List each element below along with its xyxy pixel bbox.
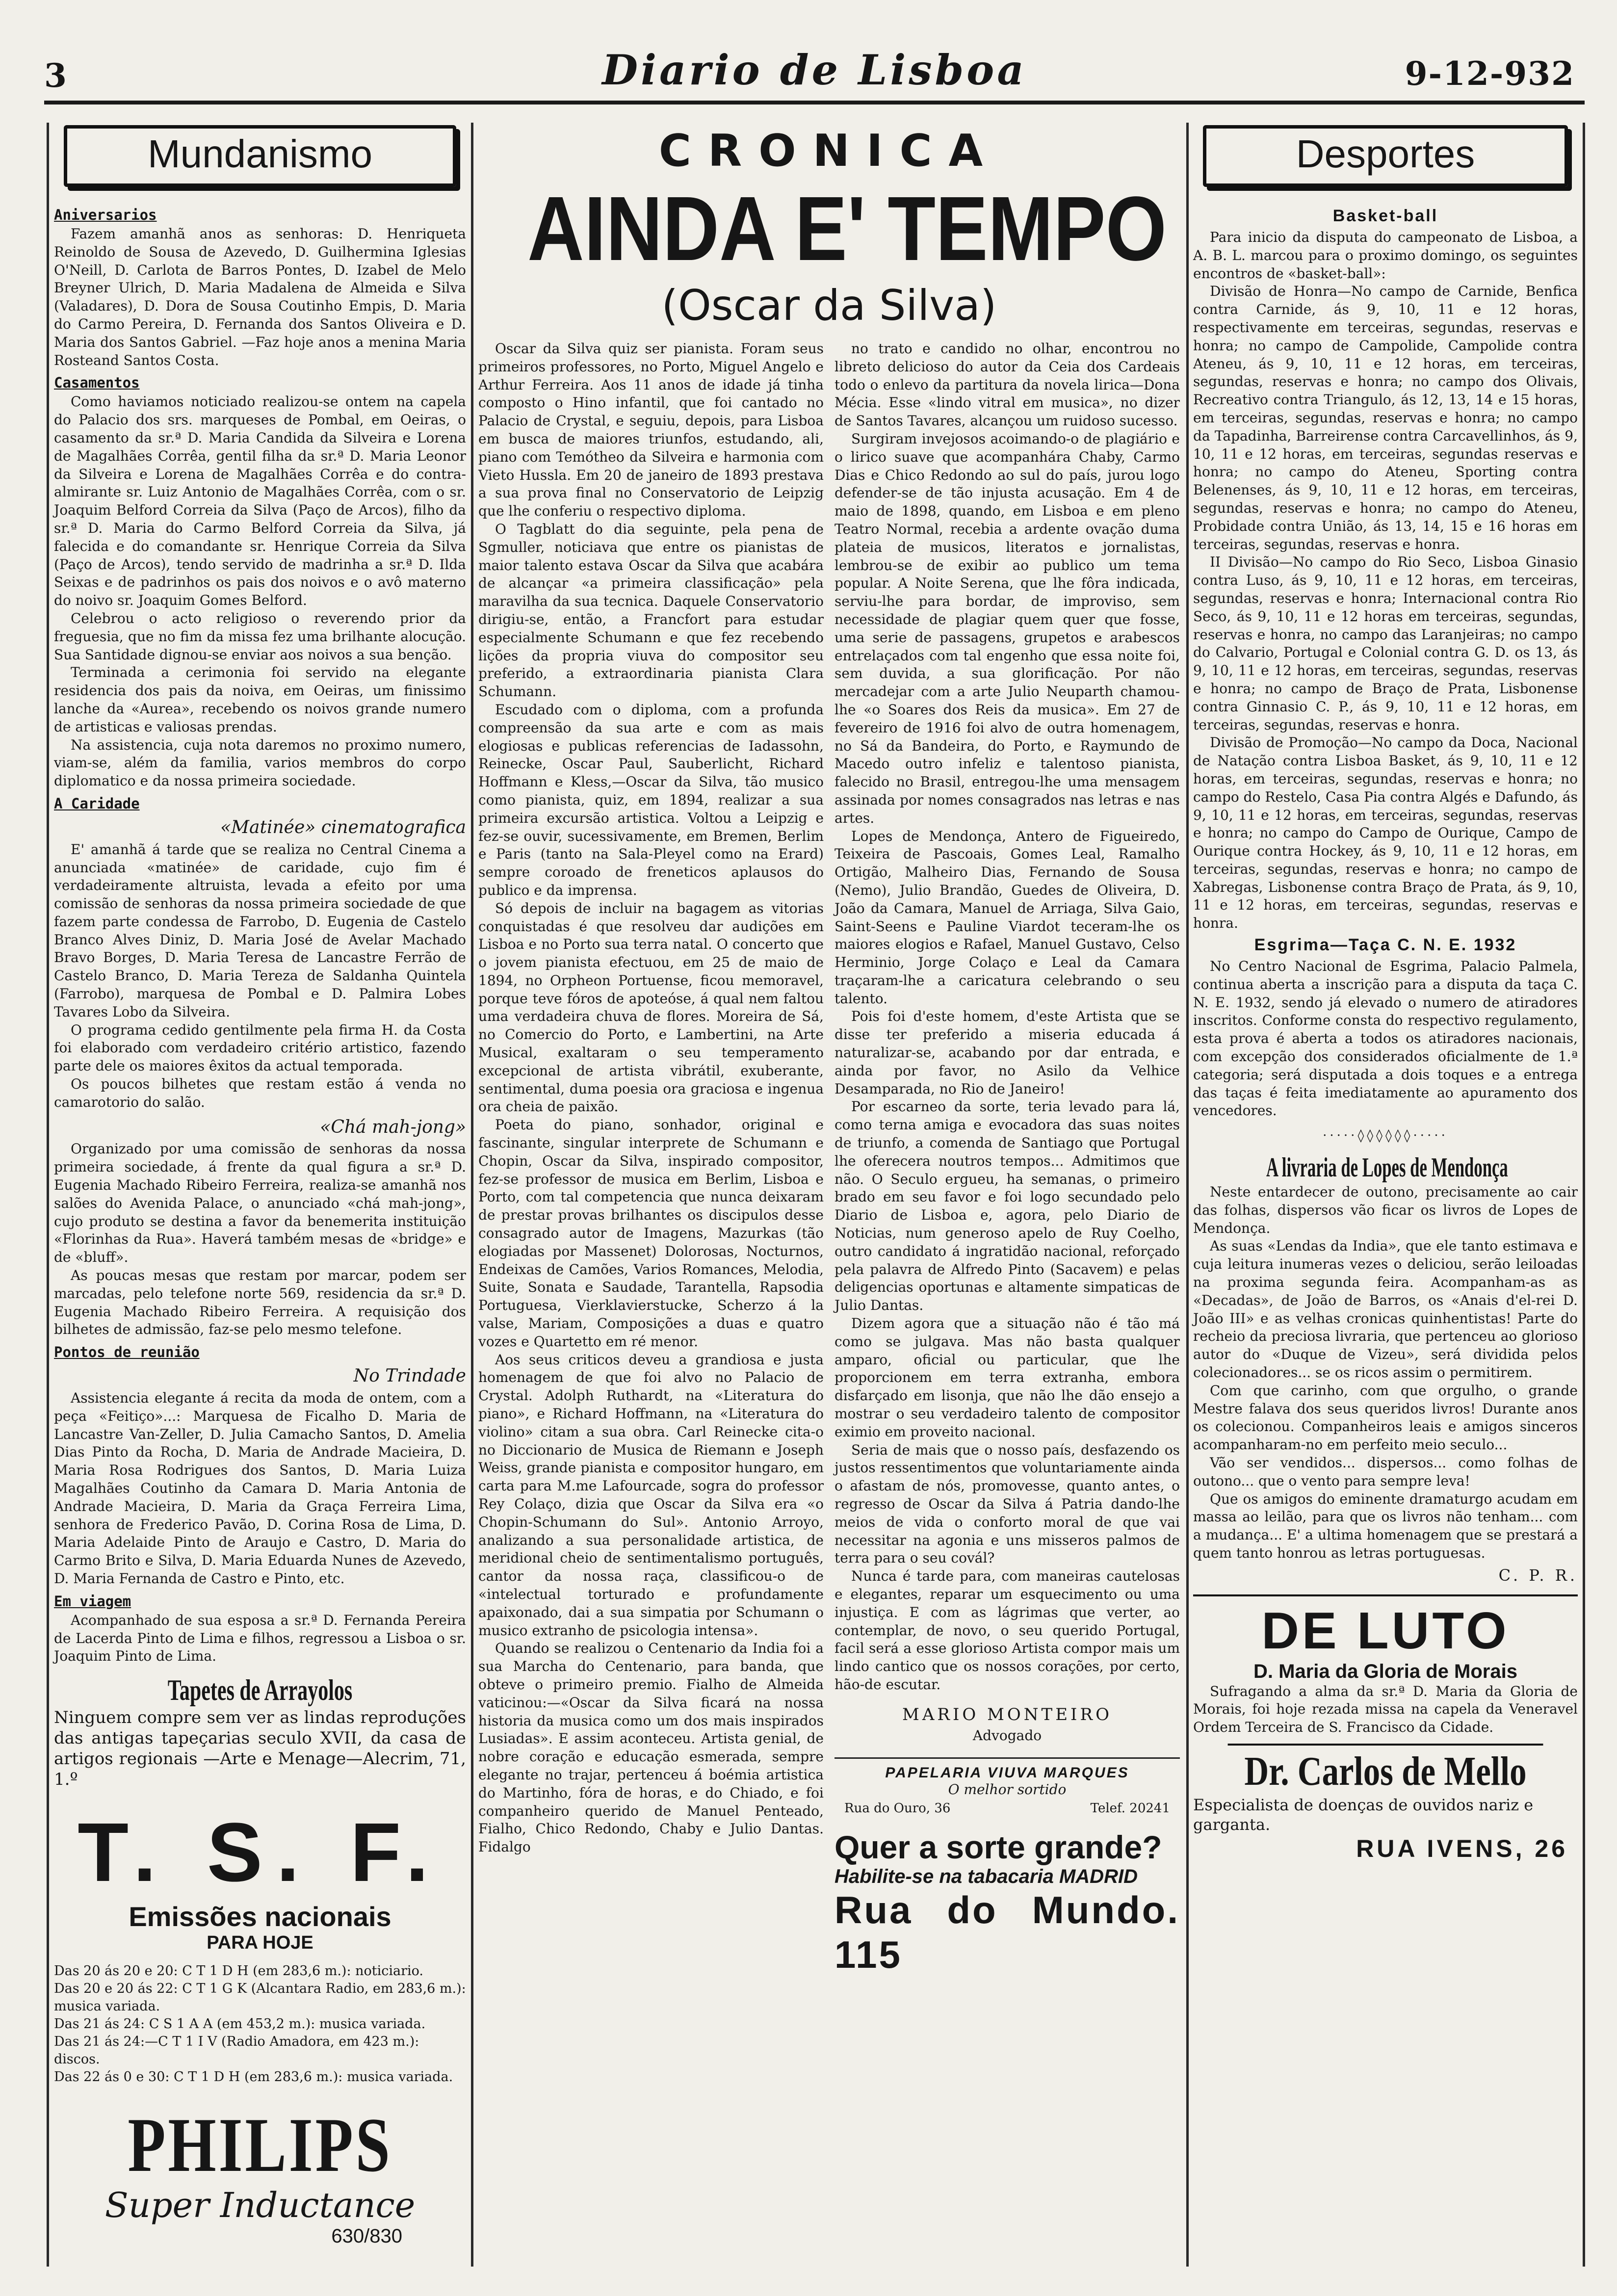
paragraph: Vão ser vendidos... dispersos... como folhas de outono... que o vento para sempre leva! [1193, 1455, 1578, 1489]
tsf-line: Das 20 ás 20 e 20: C T 1 D H (em 283,6 m.): noticiario. [54, 1963, 424, 1979]
paragraph: Acompanhado de sua esposa a sr.ª D. Fernanda Pereira de Lacerda Pinto de Lima e filhos, regressou a Lisboa o sr. Joaquim Pinto de Lima. [54, 1612, 466, 1665]
article-column-a [478, 340, 824, 1977]
section-title-desportes: Desportes [1203, 125, 1568, 187]
ad-lottery-sub: Habilite-se na tabacaria MADRID [835, 1866, 1138, 1888]
paragraph: Lopes de Mendonça, Antero de Figueiredo, Teixeira de Pascoais, Gomes Leal, Ramalho Ortigão, Malheiro Dias, Fernando de Sousa (Nemo), Julio Brandão, Guedes de Oliveira, D. João da Camara, Manuel de Arriaga, Silva Gaio, Saint-Seens e Pauline Viardot teceram-lhe os maiores elogios e Rafael, Manuel Gustavo, Celso Herminio, Jorge Colaço e Leal da Camara traçaram-lhe a caricatura celebrando o seu talento. [835, 828, 1180, 1007]
philips-logo: PHILIPS [128, 2102, 392, 2189]
masthead [44, 27, 1585, 104]
author-initials: C. P. R. [1498, 1565, 1578, 1585]
paragraph: Fazem amanhã anos as senhoras: D. Henriqueta Reinoldo de Sousa de Azevedo, D. Guilhermina Iglesias O'Neill, D. Carlota de Barros Pontes, D. Izabel de Melo Breyner Ulrich, D. Maria Madalena de Almeida e Silva (Valadares), D. Dora de Sousa Coutinho Empis, D. Maria do Carmo Pereira, D. Fernanda dos Santos Oliveira e D. Maria dos Santos Gabriel. —Faz hoje anos a menina Maria Rosteand Santos Costa. [54, 226, 466, 368]
kicker-cronica: CRONICA [658, 125, 1000, 177]
cronica-column [478, 125, 1180, 1977]
heading-caridade: A Caridade [54, 795, 140, 812]
philips-model: 630/830 [331, 2225, 402, 2247]
paragraph: Terminada a cerimonia foi servido na elegante residencia dos pais da noiva, em Oeiras, um finissimo lanche da «Aurea», recebendo os noivos grande numero de artisticas e valiosas prendas. [54, 664, 466, 735]
page-number: 3 [44, 56, 67, 95]
column-rule-2 [1186, 123, 1189, 2267]
mundanismo-text [54, 207, 466, 1666]
heading-esgrima: Esgrima—Taça C. N. E. 1932 [1254, 936, 1517, 955]
paragraph: Só depois de incluir na bagagem as vitorias conquistadas é que resolveu dar audições em Lisboa e no Porto sua terra natal. O concerto que o jovem pianista efectuou, em 25 de maio de 1894, no Orpheon Portuense, ficou memoravel, porque teve fóros de apoteóse, á qual nem faltou uma verdadeira chuva de flores. Moreira de Sá, no Comercio do Porto, e Lambertini, na Arte Musical, exaltaram o seu temperamento excepcional de artista vibrátil, exuberante, sentimental, duma poesia ora graciosa e ingenua ora cheia de paixão. [478, 900, 824, 1115]
tsf-line: Das 22 ás 0 e 30: C T 1 D H (em 283,6 m.): musica variada. [54, 2069, 453, 2085]
paragraph: Sufragando a alma da sr.ª D. Maria da Gloria de Morais, foi hoje rezada missa na capela da Veneravel Ordem Terceira de S. Francisco da Cidade. [1193, 1683, 1578, 1736]
paragraph: Os poucos bilhetes que restam estão á venda no camarotorio do salão. [54, 1076, 466, 1110]
article-body [478, 340, 1180, 1977]
paragraph: Organizado por uma comissão de senhoras da nossa primeira sociedade, á frente da qual figura a sr.ª D. Eugenia Machado Ribeiro Ferreira, realiza-se amanhã nos salões do Avenida Palace, o anunciado «chá mah-jong», cujo produto se destina a favor da benemerita instituição «Florinhas da Rua». Haverá também mesas de «bridge» e de «bluff». [54, 1141, 466, 1266]
paragraph: Neste entardecer de outono, precisamente ao cair das folhas, dispersos vão ficar os livros de Lopes de Mendonça. [1193, 1184, 1578, 1236]
headline: AINDA E' TEMPO [527, 178, 1167, 280]
paragraph: As poucas mesas que restam por marcar, podem ser marcadas, pelo telefone norte 569, residencia da sr.ª D. Eugenia Machado Ribeiro Ferreira. A requisição dos bilhetes de admissão, faz-se pelo mesmo telefone. [54, 1267, 466, 1338]
paragraph: Para inicio da disputa do campeonato de Lisboa, a A. B. L. marcou para o proximo domingo, os seguintes encontros de «basket-ball»: [1193, 229, 1578, 282]
paragraph: E' amanhã á tarde que se realiza no Central Cinema a anunciada «matinée» de caridade, cujo fim é verdadeiramente altruista, levada a efeito por uma comissão de senhoras da nossa primeira sociedade de que fazem parte condessa de Farrobo, D. Eugenia de Castelo Branco Alves Diniz, D. Maria José de Avelar Machado Bravo Borges, D. Maria Teresa de Lancastre Ferrão de Castelo Branco, D. Maria Tereza de Saldanha Quintela (Farrobo), marquesa de Pombal e D. Palmira Lobes Tavares Lobo da Silveira. [54, 841, 466, 1020]
paragraph: Oscar da Silva quiz ser pianista. Foram seus primeiros professores, no Porto, Miguel Angelo e Arthur Ferreira. Aos 11 anos de idade já tinha composto o Hino infantil, que foi cantado no Palacio de Crystal, e seguiu, depois, para Lisboa em busca de maiores triunfos, estudando, ali, piano com Temótheo da Silveira e harmonia com Vieto Hussla. Em 20 de janeiro de 1893 prestava a sua prova final no Conservatorio de Leipzig que lhe conferiu o respectivo diploma. [478, 340, 824, 520]
ad-papelaria-sub: O melhor sortido [948, 1781, 1067, 1798]
heading-aniversarios: Aniversarios [54, 207, 157, 223]
paragraph: Surgiram invejosos acoimando-o de plagiário e o lirico suave que acompanhára Chaby, Carmo Dias e Chico Redondo ao sul do país, jurou logo defender-se de tão injusta acusação. Em 4 de maio de 1898, quando, em Lisboa e em pleno Teatro Normal, recebia a ardente ovação duma plateia de musicos, literatos e jornalistas, lembrou-se de exibir ao publico um tema popular. A Noite Serena, que lhe fôra indicada, serviu-lhe para bordar, de improviso, sem necessidade de plagiar quem quer que fosse, uma serie de passagens, grupetos e arabescos entrelaçados com tal engenho que essa noite foi, sem duvida, a sua glorificação. Por não mercadejar com a arte Julio Neuparth chamou-lhe «o Soares dos Reis da musica». Em 27 de fevereiro de 1916 foi alvo de outra homenagem, no Sá da Bandeira, do Porto, e Raymundo de Macedo outro infeliz e talentoso pianista, falecido no Brasil, entregou-lhe uma mensagem assinada por nomes consagrados nas letras e nas artes. [835, 430, 1180, 826]
left-border [47, 123, 49, 2267]
mourning-name: D. Maria da Gloria de Morais [1253, 1660, 1517, 1682]
author-signature: MARIO MONTEIRO [902, 1704, 1112, 1724]
paragraph: Pois foi d'este homem, d'este Artista que se disse ter preferido a miseria educada á naturalizar-se, acabando por dar entrada, e ainda por favor, no Asilo da Velhice Desamparada, no Rio de Janeiro! [835, 1008, 1180, 1097]
heading-viagem: Em viagem [54, 1592, 131, 1610]
tsf-day: PARA HOJE [207, 1932, 313, 1954]
paragraph: II Divisão—No campo do Rio Seco, Lisboa Ginasio contra Luso, ás 9, 10, 11 e 12 horas, em terceiras, segundas, reservas e honra; Internacional contra Rio Seco, ás 9, 10, 11 e 12 horas em terceiras, segundas, reservas e honra, no campo das Laranjeiras; no campo do Calvario, Portugal e Colonial contra G. D. os 13, ás 9, 10, 11 e 12 horas, em terceiras, segundas, reservas e honra; no campo de Braço de Prata, Lisbonense contra Ginnasio C. P., ás 9, 10, 11 e 12 horas, em terceiras, segundas, reservas e honra. [1193, 554, 1578, 733]
ad-papelaria-title: PAPELARIA VIUVA MARQUES [885, 1765, 1129, 1781]
issue-date: 9-12-932 [1405, 54, 1575, 93]
paragraph: Divisão de Honra—No campo de Carnide, Benfica contra Carnide, ás 9, 10, 11 e 12 horas, respectivamente em terceiras, segundas, reservas e honra; no campo de Campolide, Campolide contra Ateneu, ás 9, 10, 11 e 12 horas, em terceiras, segundas, reservas e honra; no campo dos Olivais, Recreativo contra Triangulo, ás 12, 13, 14 e 15 horas, em terceiras, segundas, reservas e honra; no campo da Tapadinha, Barreirense contra Carcavellinhos, ás 9, 10, 11 e 12 horas, em terceiras, segundas reservas e honra; no campo do Ateneu, Sporting contra Belenenses, ás 9, 10, 11 e 12 horas, em terceiras, segundas, reservas e honra; no campo do Ateneu, Probidade contra União, ás 13, 14, 15 e 16 horas em terceiras, segundas, reservas e honra. [1193, 283, 1578, 552]
paragraph: Como haviamos noticiado realizou-se ontem na capela do Palacio dos srs. marqueses de Pombal, em Oeiras, o casamento da sr.ª D. Maria Candida da Silveira e Lorena de Magalhães Corrêa, gentil filha da sr.ª D. Maria Leonor da Silveira e Lorena de Magalhães Corrêa e do contra-almirante sr. Luiz Antonio de Magalhães Corrêa, com o sr. Joaquim Belford Correia da Silva (Paço de Arcos), filho da sr.ª D. Maria do Carmo Belford Correia da Silva, já falecida e do comandante sr. Henrique Correia da Silva (Paço de Arcos), tendo servido de madrinha a sr.ª D. Ilda Seixas e de padrinhos os pais dos noivos e o avô materno do noivo sr. Joaquim Gomes Belford. [54, 393, 466, 609]
ad-papelaria-contact [835, 1798, 1180, 1820]
paragraph: Nunca é tarde para, com maneiras cautelosas e elegantes, reparar um esquecimento ou uma injustiça. E com as lágrimas que verter, ao contemplar, de novo, o seu querido Portugal, facil será a esse glorioso Artista compor mais um lindo cantico que os nossos corações, por certo, hão-de escutar. [835, 1568, 1180, 1693]
paragraph: Dizem agora que a situação não é tão má como se julgava. Mas não basta qualquer amparo, oficial ou particular, que lhe proporcionem em terra extranha, embora disfarçado em lisonja, que não lhe dão ensejo a mostrar o seu verdadeiro talento de compositor eximio em proveito nacional. [835, 1315, 1180, 1440]
paragraph: Por escarneo da sorte, teria levado para lá, como terna amiga e evocadora das suas noites de triunfo, a comenda de Santiago que Portugal lhe oferecera noutros tempos... Admitimos que não. O Seculo ergueu, ha semanas, o primeiro brado em seu favor e foi logo secundado pelo Diario de Lisboa e, agora, pelo Diario de Noticias, num generoso apelo de Ruy Coelho, outro candidato á ingratidão nacional, reforçado pela palavra de Alfredo Pinto (Sacavem) e pelas deligencias oportunas e altamente simpaticas de Julio Dantas. [835, 1098, 1180, 1314]
desportes-text [1193, 207, 1578, 1585]
paragraph: Com que carinho, com que orgulho, o grande Mestre falava dos seus queridos livros! Durante anos os colecionou. Companheiros leais e amigos sinceros acompanharam-no em perfeito meio seculo... [1193, 1382, 1578, 1453]
ad-papelaria [835, 1757, 1180, 1820]
paragraph: O programa cedido gentilmente pela firma H. da Costa foi elaborado com verdadeiro critério artistico, fazendo parte dele os maiores êxitos da actual temporada. [54, 1021, 466, 1074]
heading-basketball: Basket-ball [1332, 207, 1438, 225]
heading-casamentos: Casamentos [54, 374, 140, 391]
column-rule-1 [471, 123, 473, 2267]
ad-tapetes-text: Ninguem compre sem ver as lindas reproduções das antigas tapeçarias seculo XVII, da casa de artigos regionais —Arte e Menage—Alecrim, 71, 1.º [54, 1708, 466, 1790]
right-border [1583, 123, 1585, 2267]
subheading-cha: «Chá mah-jong» [320, 1117, 466, 1137]
mourning-title: DE LUTO [1193, 1594, 1578, 1661]
subheading-matinee: «Matinée» cinematografica [220, 817, 466, 837]
paragraph: Escudado com o diploma, com a profunda compreensão da sua arte e com as mais elogiosas e publicas referencias de Iadassohn, Reinecke, Oscar Paul, Sauberlicht, Richard Hoffmann e Kless,—Oscar da Silva, tão musico como pianista, quiz, em 1894, realizar a sua primeira excursão artistica. Voltou a Leipzig e fez-se ouvir, sucessivamente, em Bremen, Berlim e Paris (tanto na Sala-Pleyel como na Erard) sempre coroado de freneticos aplausos do publico e da imprensa. [478, 701, 824, 898]
paragraph: Que os amigos do eminente dramaturgo acudam em massa ao leilão, para que os livros não tenham... com a mudança... E' a ultima homenagem que se prestará a quem tanto honrou as letras portuguesas. [1193, 1490, 1578, 1561]
paragraph: Poeta do piano, sonhador, original e fascinante, singular interprete de Schumann e Chopin, Oscar da Silva, inspirado compositor, fez-se professor de musica em Berlim, Lisboa e Porto, com tal competencia que nunca deixaram de prestar provas brilhantes os discipulos desse consagrado autor de Imagens, Mazurkas (tão elogiadas por Massenet) Dolorosas, Nocturnos, Endeixas de Camões, Varios Romances, Melodia, Suite, Sonata e Saudade, Tarantella, Rapsodia Portuguesa, Vierklavierstucke, Scherzo á la valse, Mariam, Composições a duas e quatro vozes e Quartetto em ré menor. [478, 1117, 824, 1350]
philips-slogan: Super Inductance [104, 2185, 416, 2226]
ad-lottery-title: Quer a sorte grande? [835, 1829, 1162, 1866]
ad-mello-title: Dr. Carlos de Mello [1228, 1744, 1543, 1795]
article-column-b [835, 340, 1180, 1977]
paragraph: Seria de mais que o nosso país, desfazendo os justos ressentimentos que voluntariamente ainda o afastam de nós, promovesse, quanto antes, o regresso de Oscar da Silva á Patria dando-lhe meios de vida o conforto moral de que vai necessitar na agonia e uns misseros palmos de terra para o seu covál? [835, 1441, 1180, 1566]
paragraph: Assistencia elegante á recita da moda de ontem, com a peça «Feitiço»...: Marquesa de Ficalho D. Maria de Lancastre Van-Zeller, D. Julia Camacho Santos, D. Amelia Dias Pinto da Rocha, D. Maria de Andrade Macieira, D. Maria Rosa Rodrigues dos Santos, D. Maria Luiza Magalhães Coutinho da Camara D. Maria Antonia de Andrade Macieira, D. Maria da Graça Ferreira Lima, senhora de Frederico Pavão, D. Corina Rosa de Lima, D. Maria Adelaide Pinto de Araujo e Castro, D. Maria do Carmo Brito e Silva, D. Maria Eduarda Nunes de Azevedo, D. Maria Fernanda de Castro e Pinto, etc. [54, 1390, 466, 1587]
ornament-divider: ·····◊◊◊◊◊◊····· [1323, 1128, 1448, 1144]
ad-papelaria-address: Rua do Ouro, 36 [844, 1801, 951, 1816]
ad-lottery-address: Rua do Mundo. 115 [835, 1888, 1180, 1977]
ad-mello-address: RUA IVENS, 26 [1356, 1834, 1568, 1862]
paragraph: Quando se realizou o Centenario da India foi a sua Marcha do Centenario, para banda, que obteve o primeiro premio. Fialho de Almeida vaticinou:—«Oscar da Silva ficará na nossa historia da musica como um dos mais inspirados Lusiadas». E assim aconteceu. Artista genial, de nobre coração e educação esmerada, sempre elegante no trajar, pertenceu á boémia artistica do Martinho, fóra de horas, e do Chiado, e foi companheiro querido de Manuel Penteado, Fialho, Chico Redondo, Chaby e Julio Dantas. Fidalgo [478, 1640, 824, 1855]
tsf-line: Das 20 e 20 ás 22: C T 1 G K (Alcantara Radio, em 283,6 m.): musica variada. [54, 1981, 466, 2014]
tsf-title: T. S. F. [78, 1806, 443, 1900]
mundanismo-column [54, 125, 466, 2247]
paragraph: O Tagblatt do dia seguinte, pela pena de Sgmuller, noticiava que entre os pianistas de maior talento estava Oscar da Silva que acabára de alcançar «a primeira classificação» pela maravilha da sua tecnica. Daquele Conservatorio dirigiu-se, então, a Francfort para estudar especialmente Schumann e que fez recebendo lições da propria viuva do compositor seu preferido, a extraordinaria pianista Clara Schumann. [478, 521, 824, 700]
mourning-text [1193, 1683, 1578, 1737]
paragraph: No Centro Nacional de Esgrima, Palacio Palmela, continua aberta a inscrição para a disputa da taça C. N. E. 1932, sendo já elevado o numero de atiradores inscritos. Conforme consta do respectivo regulamento, esta prova é aberta a todos os atiradores nacionais, com excepção dos considerados oficialmente de 1.ª categoria; será disputada a dois toques e a entrega das taças é feita imediatamente ao apuramento dos vencedores. [1193, 958, 1578, 1119]
tsf-subtitle: Emissões nacionais [129, 1901, 391, 1932]
subheading-trindade: No Trindade [353, 1366, 466, 1386]
heading-pontos: Pontos de reunião [54, 1344, 200, 1361]
paragraph: no trato e candido no olhar, encontrou no libreto delicioso do autor da Ceia dos Cardeais todo o enlevo da partitura da novela lirica—Dona Mécia. Esse «lindo vitral em musica», no dizer de Santos Tavares, alcançou um ruidoso sucesso. [835, 340, 1180, 429]
paragraph: Divisão de Promoção—No campo da Doca, Nacional de Natação contra Lisboa Basket, ás 9, 10, 11 e 12 horas, em terceiras, segundas, reservas e honra; no campo do Restelo, Casa Pia contra Algés e Dafundo, ás 9, 10, 11 e 12 horas, em terceiras, segundas, reservas e honra; no campo do Campo de Ourique, Campo de Ourique contra Hockey, ás 9, 10, 11 e 12 horas, em terceiras, segundas, reservas e honra; no campo de Xabregas, Lisbonense contra Braço de Prata, ás 9, 10, 11 e 12 horas, em terceiras, segundas, reservas e honra. [1193, 734, 1578, 932]
newspaper-title: Diario de Lisboa [602, 46, 1027, 94]
paragraph: Celebrou o acto religioso o reverendo prior da freguesia, que no fim da missa fez uma brilhante alocução. Sua Santidade dignou-se enviar aos noivos a sua benção. [54, 610, 466, 663]
author-role: Advogado [972, 1727, 1042, 1744]
paragraph: As suas «Lendas da India», que ele tanto estimava e cuja leitura inumeras vezes o deliciou, serão leiloadas na proxima segunda feira. Acompanham-as as «Decadas», de João de Barros, os «Anais d'el-rei D. João III» e as velhas cronicas quinhentistas! Parte do recheio da preciosa livraria, que pertenceu ao glorioso autor do «Duque de Vizeu», será dividida pelos colecionadores... se os ricos assim o permitirem. [1193, 1238, 1578, 1381]
tsf-line: Das 21 ás 24:—C T 1 I V (Radio Amadora, em 423 m.): discos. [54, 2034, 419, 2067]
section-title-mundanismo: Mundanismo [64, 125, 456, 187]
ad-papelaria-phone: Telef. 20241 [1090, 1801, 1170, 1816]
paragraph: Na assistencia, cuja nota daremos no proximo numero, viam-se, além da familia, varios membros do corpo diplomatico e da nossa primeira sociedade. [54, 736, 466, 789]
tsf-line: Das 21 ás 24: C S 1 A A (em 453,2 m.): musica variada. [54, 2016, 426, 2032]
heading-livraria: A livraria de Lopes de Mendonça [1266, 1152, 1508, 1183]
ad-mello-text: Especialista de doenças de ouvidos nariz e garganta. [1193, 1795, 1534, 1834]
paragraph: Aos seus criticos deveu a grandiosa e justa homenagem de que foi alvo no Palacio de Crystal. Adolph Ruthardt, na «Literatura do piano», e Richard Hoffmann, na «Literatura do violino» citam a sua obra. Carl Reinecke cita-o no Diccionario de Musica de Riemann e Joseph Weiss, grande pianista e compositor hungaro, em carta para M.me Lafourcade, sogra do professor Rey Colaço, dizia que Oscar da Silva era «o Chopin-Schumann do Sul». Antonio Arroyo, analizando a sua personalidade artistica, de meridional cheio de sentimentalismo português, cantor da nossa raça, classificou-o de «intelectual torturado e profundamente apaixonado, dai a sua simpatia por Schumann o musico extranho de psicologia intensa». [478, 1351, 824, 1639]
ad-tapetes-title: Tapetes de Arrayolos [167, 1674, 353, 1707]
desportes-column [1193, 125, 1578, 1863]
byline: (Oscar da Silva) [661, 281, 997, 330]
